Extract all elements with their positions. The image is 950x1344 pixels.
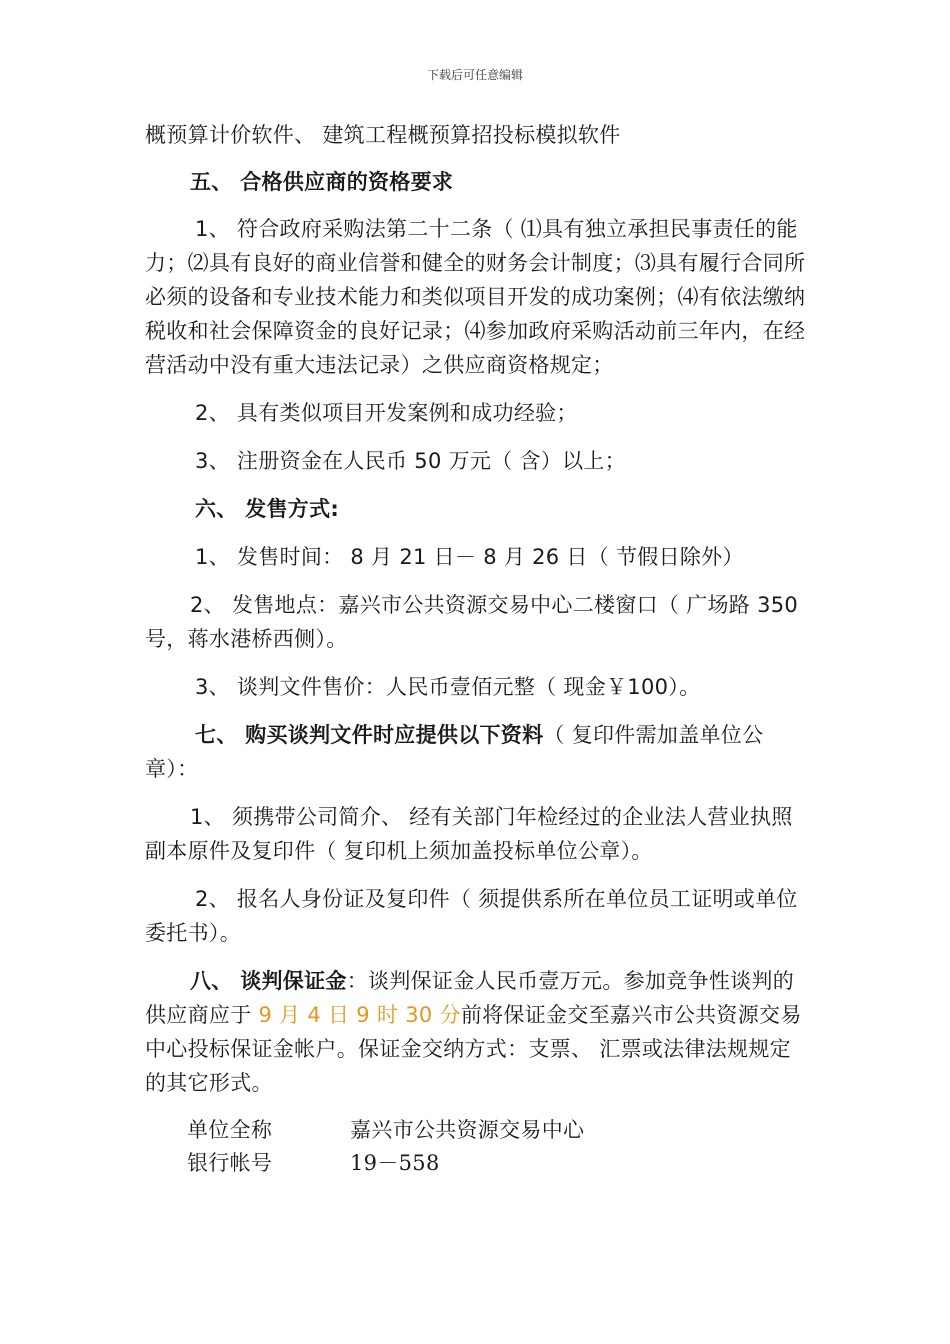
document-body (145, 118, 810, 1180)
section5-heading: 五、 合格供应商的资格要求 (190, 170, 454, 194)
section6-item2: 2、 发售地点：嘉兴市公共资源交易中心二楼窗口（ 广场路 350 号，蒋水港桥西侧）。 (145, 593, 799, 651)
section6-heading: 六、 发售方式: (195, 497, 340, 521)
page-header-note: 下载后可任意编辑 (426, 68, 523, 82)
section5-item1: 1、 符合政府采购法第二十二条（ ⑴具有独立承担民事责任的能力；⑵具有良好的商业信誉和健全的财务会计制度；⑶具有履行合同所必须的设备和专业技术能力和类似项目开发的成功案例；⑷有依法缴纳税收和社会保障资金的良好记录；⑷参加政府采购活动前三年内，在经营活动中没有重大违法记录）之供应商资格规定； (145, 217, 806, 377)
section7-item2: 2、 报名人身份证及复印件（ 须提供系所在单位员工证明或单位委托书）。 (145, 887, 798, 945)
account-value: 嘉兴市公共资源交易中心 (350, 1118, 585, 1142)
account-row (187, 1147, 810, 1180)
section8-heading: 八、 谈判保证金 (190, 969, 347, 993)
section5-item2: 2、 具有类似项目开发案例和成功经验； (195, 401, 578, 425)
section7-item1: 1、 须携带公司简介、 经有关部门年检经过的企业法人营业执照副本原件及复印件（ 复印机上须加盖投标单位公章）。 (145, 805, 793, 863)
section8-text-after: 前将保证金交至嘉兴市公共资源交易中心投标保证金帐户。保证金交纳方式：支票、 汇票或法律法规规定的其它形式。 (145, 1003, 802, 1095)
section7-heading-title: 七、 购买谈判文件时应提供以下资料 (195, 723, 544, 747)
section6-item3: 3、 谈判文件售价：人民币壹佰元整（ 现金￥100）。 (195, 675, 701, 699)
section7-heading-note: （ 复印件需加盖单位公章）： (145, 723, 764, 781)
intro-line: 概预算计价软件、 建筑工程概预算招投标模拟软件 (145, 123, 621, 147)
section8-text-before: ：谈判保证金人民币壹万元。参加竞争性谈判的供应商应于 (145, 969, 795, 1027)
account-label: 单位全称 (187, 1118, 273, 1142)
section7-heading (145, 718, 810, 786)
account-label: 银行帐号 (187, 1151, 273, 1175)
section6-item1: 1、 发售时间： 8 月 21 日－ 8 月 26 日（ 节假日除外） (195, 545, 744, 569)
section8-paragraph (145, 964, 810, 1100)
account-row (187, 1114, 810, 1147)
section5-item3: 3、 注册资金在人民币 50 万元（ 含）以上； (195, 449, 626, 473)
section8-deadline: 9 月 4 日 9 时 30 分 (258, 1003, 461, 1027)
account-info (145, 1114, 810, 1180)
account-value: 19－558 (350, 1151, 440, 1175)
